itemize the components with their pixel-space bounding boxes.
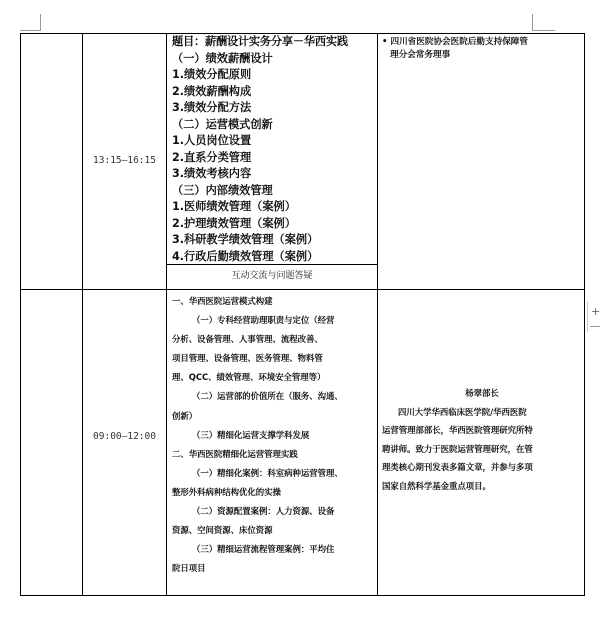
table-border — [166, 33, 167, 596]
speaker-line: 四川大学华西临床医学院/华西医院 — [398, 406, 527, 417]
topic-line: （一）绩效薪酬设计 — [172, 51, 273, 65]
speaker-line: 国家自然科学基金重点项目。 — [382, 480, 491, 491]
crop-mark — [532, 14, 533, 31]
time-cell — [83, 34, 166, 289]
topic-line: 院日项目 — [172, 563, 206, 574]
topic-line: 4.行政后勤绩效管理（案例） — [172, 249, 319, 263]
topic-line: （二）资源配置案例：人力资源、设备 — [192, 506, 335, 517]
topic-line: （二）运营部的价值所在（服务、沟通、 — [192, 391, 343, 402]
time-cell — [83, 290, 166, 595]
table-border — [584, 33, 585, 596]
topic-line: 2.护理绩效管理（案例） — [172, 216, 296, 230]
table-border — [20, 33, 21, 596]
topic-line: 项目管理、设备管理、医务管理、物料管 — [172, 353, 323, 364]
qa-label: 互动交流与问题答疑 — [231, 271, 313, 281]
topic-line: 1.绩效分配原则 — [172, 68, 252, 81]
topic-cell — [172, 34, 377, 264]
topic-line: （三）内部绩效管理 — [172, 183, 273, 197]
topic-line: （一）精细化案例：科室病种运营管理、 — [192, 467, 343, 478]
topic-line: （二）运营模式创新 — [172, 117, 273, 131]
minus-icon[interactable] — [590, 326, 600, 327]
schedule-table — [20, 33, 585, 596]
topic-line: 2.直系分类管理 — [172, 150, 252, 164]
speaker-name: 杨翠部长 — [465, 388, 499, 398]
topic-line: 题目：薪酬设计实务分享－华西实践 — [172, 35, 348, 48]
speaker-cell — [382, 36, 582, 96]
speaker-line: 运营管理部部长，华西医院管理研究所特 — [382, 425, 533, 435]
speaker-line: 聘讲师。致力于医院运营管理研究，在管 — [382, 443, 533, 454]
topic-line: 3.绩效考核内容 — [172, 167, 252, 180]
topic-cell — [172, 292, 377, 595]
topic-line: 一、华西医院运营模式构建 — [172, 296, 273, 306]
speaker-line: • 四川省医院协会医院后勤支持保障管 — [382, 37, 528, 47]
topic-line: 整形外科病种结构优化的实操 — [172, 486, 281, 497]
speaker-line: 理类核心期刊发表多篇文章，并参与多项 — [382, 462, 533, 472]
table-border — [377, 33, 378, 596]
topic-line: （三）精细化运营支撑学科发展 — [192, 429, 310, 440]
topic-line: 创新） — [172, 410, 198, 421]
topic-line: 资源、空间资源、床位资源 — [172, 525, 273, 536]
topic-line: （三）精细运营流程管理案例：平均住 — [192, 544, 335, 555]
topic-line: 1.医师绩效管理（案例） — [172, 200, 296, 213]
plus-icon[interactable]: + — [591, 305, 601, 318]
speaker-line: 理分会常务理事 — [390, 50, 451, 60]
topic-line: 分析、设备管理、人事管理、流程改善、 — [172, 334, 323, 345]
qa-cell — [167, 265, 377, 289]
topic-line: 3.科研教学绩效管理（案例） — [172, 233, 319, 246]
zoom-widget[interactable] — [587, 302, 601, 332]
topic-line: 二、华西医院精细化运营管理实践 — [172, 448, 298, 459]
topic-line: （一）专科经营助理职责与定位（经营 — [192, 315, 335, 326]
time-label: 09:00—12:00 — [93, 431, 156, 442]
topic-line: 理、QCC、绩效管理、环境安全管理等） — [172, 372, 326, 383]
speaker-cell — [382, 384, 582, 504]
topic-line: 3.绩效分配方法 — [172, 101, 252, 114]
crop-mark — [20, 30, 40, 31]
topic-line: 2.绩效薪酬构成 — [172, 84, 252, 98]
time-label: 13:15–16:15 — [93, 155, 156, 166]
crop-mark — [533, 30, 555, 31]
table-border — [20, 595, 585, 596]
crop-mark — [40, 14, 41, 31]
topic-line: 1.人员岗位设置 — [172, 134, 252, 147]
